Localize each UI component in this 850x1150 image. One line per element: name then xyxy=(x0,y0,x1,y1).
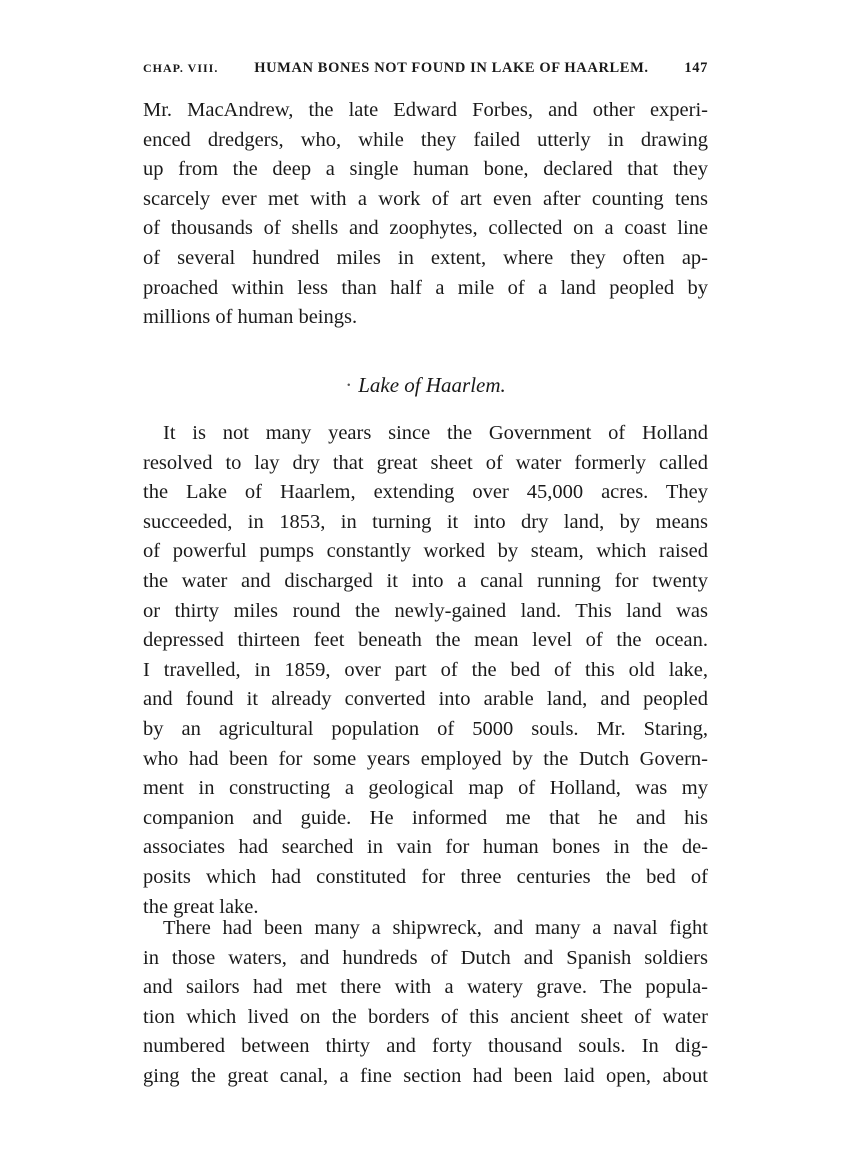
running-title: HUMAN BONES NOT FOUND IN LAKE OF HAARLEM. xyxy=(254,60,649,76)
text-line: posits which had constituted for three centuries the bed of xyxy=(143,865,708,888)
text-line: who had been for some years employed by the Dutch Govern- xyxy=(143,747,708,770)
text-line: There had been many a shipwreck, and many a naval fight xyxy=(163,917,708,939)
text-line: of powerful pumps constantly worked by steam, which raised xyxy=(143,540,708,563)
section-heading xyxy=(143,373,708,398)
text-line: companion and guide. He informed me that he and his xyxy=(143,806,708,829)
text-line: resolved to lay dry that great sheet of water formerly called xyxy=(143,451,708,474)
text-line: millions of human beings. xyxy=(143,306,358,329)
text-line: of several hundred miles in extent, where they often ap- xyxy=(143,246,708,269)
text-line: of thousands of shells and zoophytes, collected on a coast line xyxy=(143,217,708,240)
text-line: succeeded, in 1853, in turning it into dry land, by means xyxy=(143,510,708,533)
text-line: numbered between thirty and forty thousand souls. In dig- xyxy=(143,1035,708,1058)
text-line: associates had searched in vain for human bones in the de- xyxy=(143,836,708,859)
text-line: the Lake of Haarlem, extending over 45,000 acres. They xyxy=(143,481,708,504)
chapter-label: CHAP. VIII. xyxy=(143,61,219,75)
text-line: enced dredgers, who, while they failed utterly in drawing xyxy=(143,128,708,151)
stray-dot-mark: · xyxy=(345,373,353,397)
text-line: the water and discharged it into a canal running for twenty xyxy=(143,569,708,592)
text-line: tion which lived on the borders of this ancient sheet of water xyxy=(143,1005,708,1028)
paragraph-3 xyxy=(143,914,708,1092)
text-line: scarcely ever met with a work of art even after counting tens xyxy=(143,187,708,210)
page-number: 147 xyxy=(684,60,708,76)
text-line: ging the great canal, a fine section had been laid open, about xyxy=(143,1064,708,1087)
text-line: ment in constructing a geological map of Holland, was my xyxy=(143,777,708,800)
text-line: proached within less than half a mile of a land peopled by xyxy=(143,276,708,299)
text-line: Mr. MacAndrew, the late Edward Forbes, and other experi- xyxy=(143,99,708,121)
text-line: and found it already converted into arable land, and peopled xyxy=(143,688,708,711)
text-line: up from the deep a single human bone, declared that they xyxy=(143,158,708,181)
text-line: in those waters, and hundreds of Dutch and Spanish soldiers xyxy=(143,946,708,969)
text-line: the great lake. xyxy=(143,895,259,918)
text-line: and sailors had met there with a watery grave. The popula- xyxy=(143,976,708,999)
running-head xyxy=(143,60,708,77)
paragraph-1 xyxy=(143,96,708,333)
text-line: depressed thirteen feet beneath the mean level of the ocean. xyxy=(143,629,708,652)
text-line: It is not many years since the Government of Holland xyxy=(163,422,708,444)
text-line: by an agricultural population of 5000 souls. Mr. Staring, xyxy=(143,717,708,740)
text-line: or thirty miles round the newly-gained land. This land was xyxy=(143,599,708,622)
text-line: I travelled, in 1859, over part of the bed of this old lake, xyxy=(143,658,708,681)
section-heading-text: Lake of Haarlem. xyxy=(358,373,506,397)
paragraph-2 xyxy=(143,419,708,922)
